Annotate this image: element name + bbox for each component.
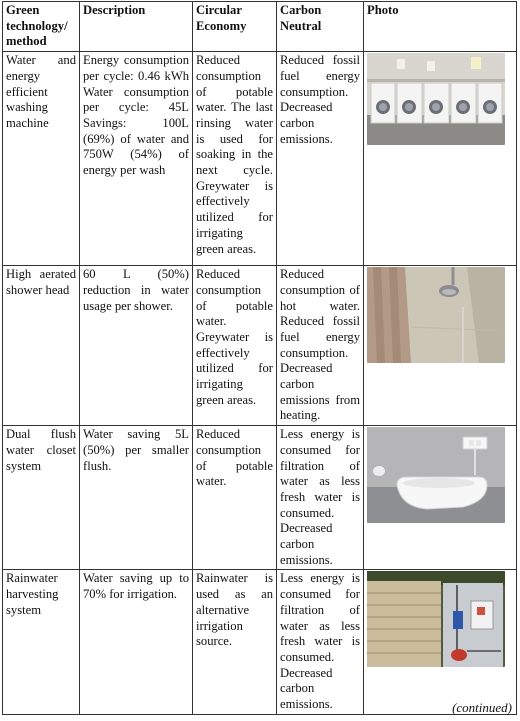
header-carbon-neutral: Carbon Neutral <box>277 2 364 52</box>
shower-head-photo <box>367 267 505 363</box>
cell-circular-economy: Rainwater is used as an alternative irrigation source. <box>193 570 277 714</box>
header-photo: Photo <box>364 2 517 52</box>
cell-carbon-neutral: Reduced fossil fuel energy consumption. Decreased carbon emissions. <box>277 52 364 266</box>
cell-circular-economy: Reduced consumption of potable water. The last rinsing water is used for soaking in the next cycle. Greywater is effectively utilized for irrigating green areas. <box>193 52 277 266</box>
table-row <box>3 52 517 266</box>
cell-description: 60 L (50%) reduction in water usage per shower. <box>80 266 193 426</box>
cell-carbon-neutral: Less energy is consumed for filtration of water as less fresh water is consumed. Decreased carbon emissions. <box>277 426 364 570</box>
cell-photo <box>364 426 517 570</box>
continued-note: (continued) <box>452 700 512 715</box>
table-row <box>3 266 517 426</box>
cell-description: Water saving 5L (50%) per smaller flush. <box>80 426 193 570</box>
cell-photo <box>364 52 517 266</box>
cell-carbon-neutral: Less energy is consumed for filtration of water as less fresh water is consumed. Decreased carbon emissions. <box>277 570 364 714</box>
cell-description: Energy consumption per cycle: 0.46 kWh Water consumption per cycle: 45L Savings: 100L (69%) of water and 750W (54%) of energy per wash <box>80 52 193 266</box>
rainwater-tank-photo <box>367 571 505 667</box>
header-technology: Green technology/ method <box>3 2 80 52</box>
header-description: Description <box>80 2 193 52</box>
green-technology-table <box>2 1 517 715</box>
cell-technology: Water and energy efficient washing machine <box>3 52 80 266</box>
cell-technology: High aerated shower head <box>3 266 80 426</box>
cell-technology: Dual flush water closet system <box>3 426 80 570</box>
table-row <box>3 570 517 714</box>
washing-machines-photo <box>367 53 505 145</box>
header-circular-economy: Circular Economy <box>193 2 277 52</box>
cell-photo <box>364 266 517 426</box>
cell-photo <box>364 570 517 714</box>
cell-circular-economy: Reduced consumption of potable water. <box>193 426 277 570</box>
cell-carbon-neutral: Reduced consumption of hot water. Reduced fossil fuel energy consumption. Decreased carbon emissions from heating. <box>277 266 364 426</box>
table-header-row <box>3 2 517 52</box>
cell-description: Water saving up to 70% for irrigation. <box>80 570 193 714</box>
table-row <box>3 426 517 570</box>
cell-technology: Rainwater harvesting system <box>3 570 80 714</box>
cell-circular-economy: Reduced consumption of potable water. Greywater is effectively utilized for irrigating green areas. <box>193 266 277 426</box>
toilet-photo <box>367 427 505 523</box>
